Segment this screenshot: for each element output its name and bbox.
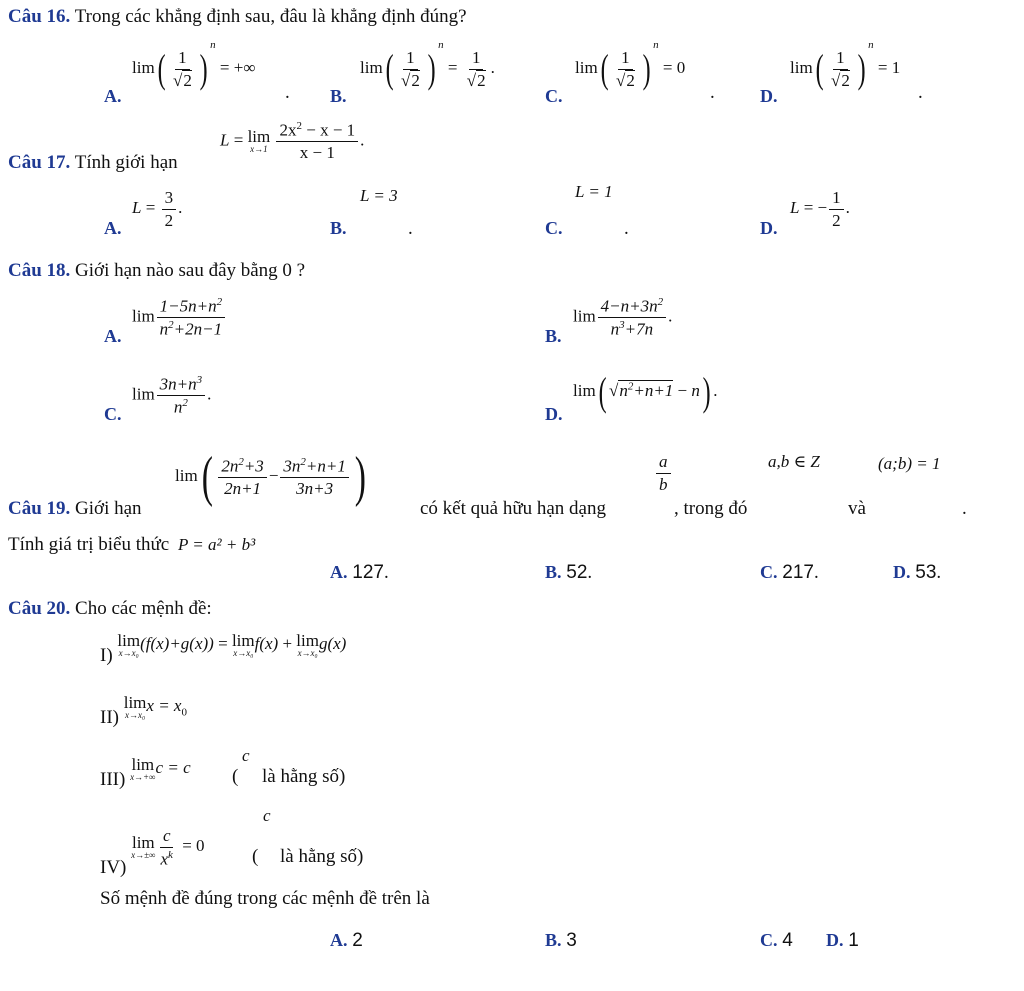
option-value: L = 3 <box>360 186 398 205</box>
dot: . <box>918 82 923 103</box>
option-a-16 <box>104 39 256 106</box>
question-20-header <box>8 598 212 620</box>
answer-d-20: D. 1 <box>826 930 859 951</box>
option-a-17: A. L = $\frac{3}{2}$ . <box>104 188 183 238</box>
option-label: B. <box>330 86 347 106</box>
option-label: C. <box>104 404 122 424</box>
dot: . <box>710 82 715 103</box>
question-18-header <box>8 260 305 282</box>
answer-c-19: C. 217. <box>760 562 819 583</box>
statement-ii: II) lim x→x₀ $x = x_0$ <box>100 693 187 728</box>
question-number: Câu 19. <box>8 498 71 519</box>
option-label: D. <box>545 404 563 424</box>
question-text: Tính giá trị biểu thức <box>8 534 170 555</box>
answer-b-19: B. 52. <box>545 562 593 583</box>
option-label: C. <box>545 86 563 106</box>
fraction-ab: $\frac{a}{b}$ <box>654 452 673 494</box>
option-d-16 <box>760 39 901 106</box>
option-label: B. <box>545 326 562 346</box>
option-label: D. <box>760 218 778 238</box>
option-label: A. <box>104 326 122 346</box>
option-label: D. <box>760 86 778 106</box>
question-16-header <box>8 6 467 28</box>
question-text: có kết quả hữu hạn dạng <box>420 498 606 519</box>
question-text: Cho các mệnh đề: <box>75 598 212 619</box>
statement-label: I) <box>100 644 113 666</box>
limit-value: = 1 <box>877 57 901 77</box>
option-label: B. <box>330 218 347 238</box>
limit-formula-17: L = lim x→1 $\frac{2x^2 - x - 1}{x - 1}$ . <box>220 120 365 163</box>
option-c-17 <box>545 218 563 240</box>
limit-value: = +∞ <box>219 57 256 77</box>
statement-label: III) <box>100 768 126 790</box>
constant-note: là hằng số) <box>280 846 364 867</box>
question-text: Giới hạn nào sau đây bằng 0 ? <box>75 260 306 281</box>
statement-label: IV) <box>100 857 127 879</box>
condition-text: a,b ∈ Z <box>768 452 820 471</box>
option-c-18: C. lim $\frac{3n+n^3}{n^2}$ . <box>104 374 212 424</box>
option-b-18: B. lim $\frac{4-n+3n^2}{n^3+7n}$ . <box>545 296 673 346</box>
dot: . <box>285 82 290 103</box>
answer-a-19: A. 127. <box>330 562 389 583</box>
limit-expression: lim( $\frac{1}{√2}$ )$^n$ = $\frac{1}{√2}$ . <box>360 39 495 92</box>
question-text: và <box>848 498 866 519</box>
limit-expression: lim( $\frac{1}{√2}$ )$^n$ = 1 <box>790 39 901 92</box>
option-d-17: D. L = − $\frac{1}{2}$ . <box>760 188 850 238</box>
question-text: Giới hạn <box>75 498 142 519</box>
option-label: C. <box>545 218 563 238</box>
limit-value: = 0 <box>662 57 686 77</box>
answer-b-20: B. 3 <box>545 930 577 951</box>
question-text: Trong các khẳng định sau, đâu là khẳng định đúng? <box>74 6 467 27</box>
answer-d-19: D. 53. <box>893 562 942 583</box>
option-c-16 <box>545 39 686 106</box>
statement-iv: IV) lim x→±∞ $\frac{c}{x^k}$ = 0 <box>100 826 205 879</box>
statement-iii: III) lim x→+∞ c = c <box>100 755 191 790</box>
answer-c-20: C. 4 <box>760 930 793 951</box>
condition-text: (a;b) = 1 <box>878 454 941 473</box>
statement-label: II) <box>100 706 119 728</box>
question-text: , trong đó <box>674 498 748 519</box>
option-label: A. <box>104 218 122 238</box>
statement-i: I) lim x→x₀ (f(x)+g(x)) = lim x→x₀ f(x) + lim x→x₀ g(x) <box>100 631 347 666</box>
question-17-header <box>8 152 178 174</box>
option-b-16 <box>330 39 495 106</box>
question-19-header <box>8 498 142 520</box>
option-label: A. <box>104 86 122 106</box>
limit-expression: lim( $\frac{1}{√2}$ )$^n$ = 0 <box>575 39 686 92</box>
question-number: Câu 18. <box>8 260 71 281</box>
question-text: Tính giới hạn <box>74 152 178 173</box>
limit-expression: lim( $\frac{1}{√2}$ )$^n$ = +∞ <box>132 39 256 92</box>
constant-note: là hằng số) <box>262 766 346 787</box>
answer-a-20: A. 2 <box>330 930 363 951</box>
option-a-18: A. lim $\frac{1-5n+n^2}{n^2+2n-1}$ <box>104 296 122 318</box>
question-number: Câu 20. <box>8 598 71 619</box>
question-text: Số mệnh đề đúng trong các mệnh đề trên là <box>100 888 430 909</box>
limit-formula-19: lim( $\frac{2n^2+3}{2n+1}$ − $\frac{3n^2+n+1}{3n+3}$ ) <box>175 446 366 508</box>
formula: P = a² + b³ <box>177 535 256 554</box>
option-b-17 <box>330 218 347 240</box>
option-value: L = 1 <box>575 182 613 201</box>
option-d-18: D. lim( $√n^2+n+1 - n$) . <box>545 369 718 424</box>
question-number: Câu 17. <box>8 152 71 173</box>
question-number: Câu 16. <box>8 6 71 27</box>
question-19-line2 <box>8 534 255 556</box>
